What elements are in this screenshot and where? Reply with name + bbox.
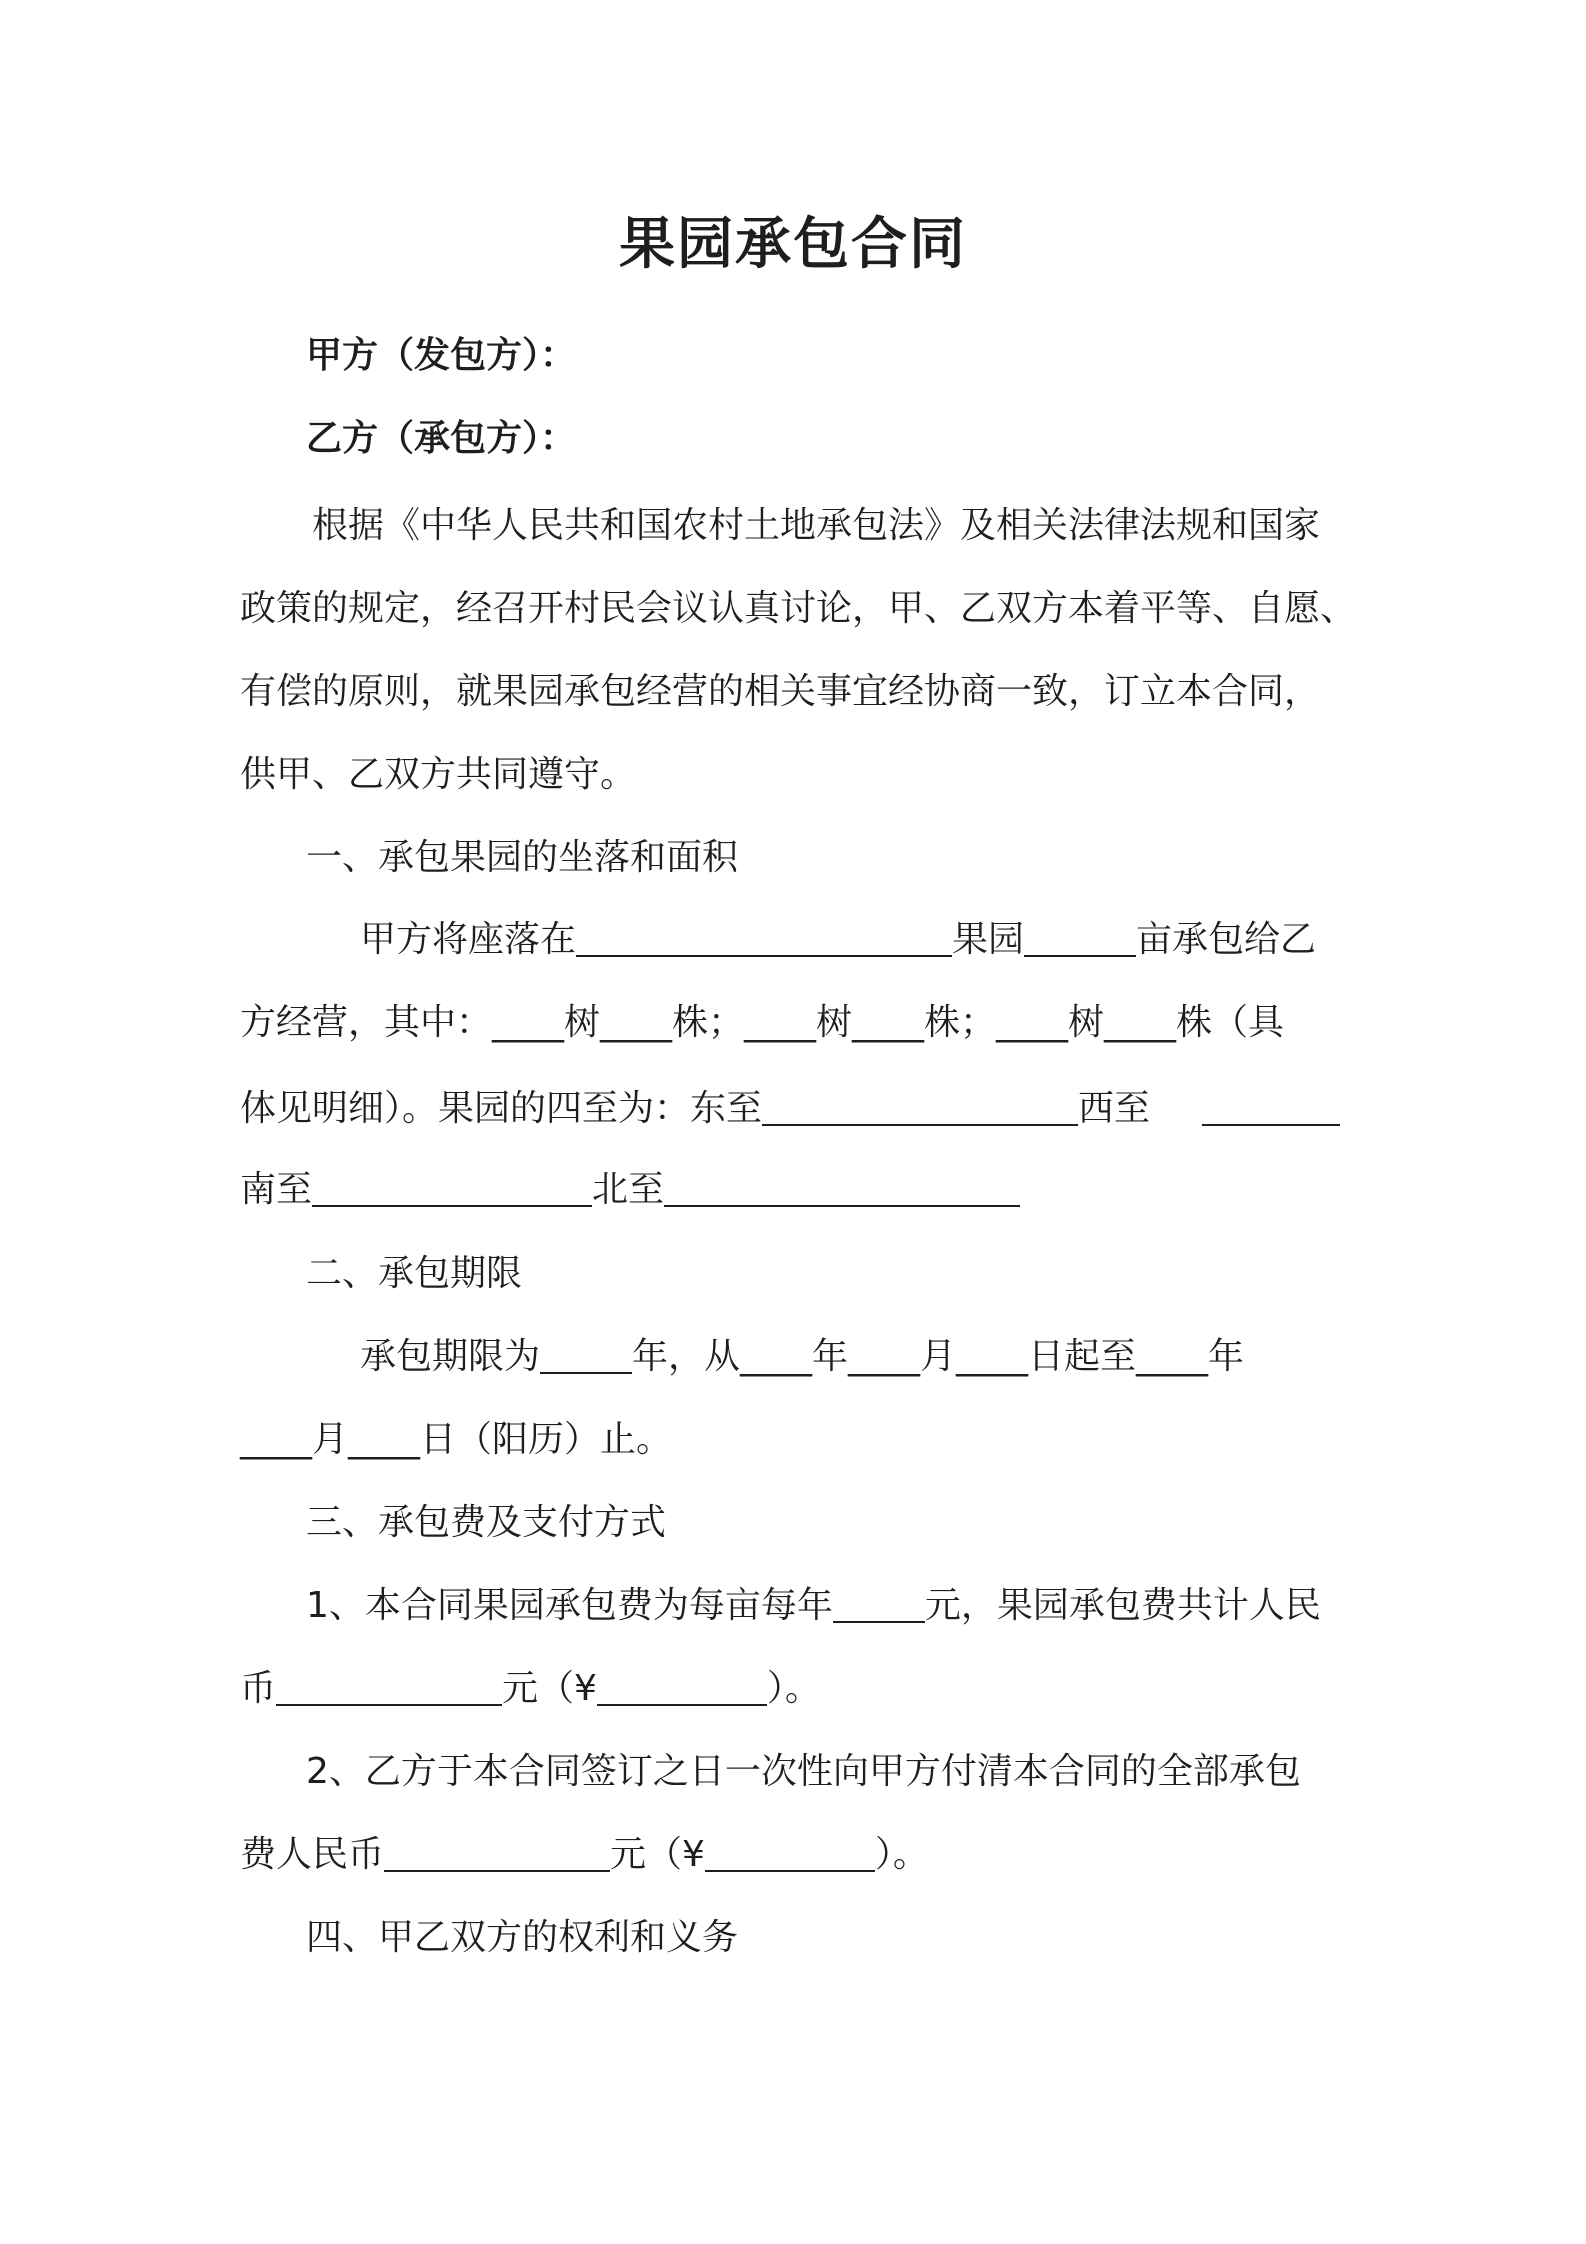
text-segment: 北至: [592, 1169, 665, 1210]
intro-line-3: 有偿的原则，就果园承包经营的相关事宜经协商一致，订立本合同，: [240, 671, 1321, 712]
text-segment: 年，从____年____月____日起至____年: [632, 1336, 1245, 1377]
text-segment: 体见明细）。果园的四至为：东至: [240, 1088, 763, 1129]
section-3-para-2-line-1: 2、乙方于本合同签订之日一次性向甲方付清本合同的全部承包: [306, 1751, 1301, 1792]
blank-area: [1024, 915, 1136, 957]
intro-line-2: 政策的规定，经召开村民会议认真讨论，甲、乙双方本着平等、自愿、: [240, 588, 1357, 629]
blank-paid-fee: [384, 1830, 610, 1872]
text-segment: 1、本合同果园承包费为每亩每年: [306, 1585, 833, 1626]
intro-line-1: 根据《中华人民共和国农村土地承包法》及相关法律法规和国家: [312, 505, 1321, 546]
blank-paid-fee-figure: [705, 1830, 875, 1872]
section-2-line-1: [360, 1331, 1470, 1383]
text-segment: ）。: [766, 1668, 821, 1709]
text-segment: 亩承包给乙: [1136, 919, 1317, 960]
section-3-para-2-line-2: [240, 1829, 1350, 1881]
blank-term-years: [540, 1332, 632, 1374]
section-3-para-1-line-1: [306, 1580, 1416, 1632]
section-2-line-2: ____月____日（阳历）止。: [240, 1419, 673, 1460]
text-segment: 元（¥: [502, 1668, 597, 1709]
text-segment: ）。: [874, 1834, 929, 1875]
party-b-label: 乙方（承包方）：: [306, 418, 577, 459]
blank-east-boundary: [762, 1084, 1078, 1126]
section-1-line-1: [360, 914, 1470, 966]
section-1-line-3: [240, 1083, 1350, 1135]
section-3-heading: 三、承包费及支付方式: [306, 1502, 667, 1543]
text-segment: 费人民币: [240, 1834, 385, 1875]
text-segment: 元，果园承包费共计人民: [924, 1585, 1321, 1626]
party-a-label: 甲方（发包方）：: [306, 335, 577, 376]
section-1-line-4: [240, 1164, 1350, 1216]
section-3-para-1-line-2: [240, 1663, 1350, 1715]
text-segment: 甲方将座落在: [360, 919, 577, 960]
section-1-heading: 一、承包果园的坐落和面积: [306, 837, 739, 878]
document-title: 果园承包合同: [619, 212, 967, 277]
text-segment: 西至: [1078, 1088, 1151, 1129]
section-1-line-2: 方经营，其中：____树____株；____树____株；____树____株（具: [240, 1002, 1285, 1043]
text-segment: 果园: [952, 919, 1025, 960]
text-segment: 南至: [240, 1169, 313, 1210]
blank-location: [576, 915, 952, 957]
blank-west-boundary: [1202, 1084, 1340, 1126]
section-2-heading: 二、承包期限: [306, 1253, 523, 1294]
blank-total-fee: [276, 1664, 502, 1706]
blank-total-fee-figure: [597, 1664, 767, 1706]
blank-south-boundary: [312, 1165, 592, 1207]
section-4-heading: 四、甲乙双方的权利和义务: [306, 1917, 739, 1958]
blank-fee-per-mu: [833, 1581, 925, 1623]
text-segment: 元（¥: [610, 1834, 705, 1875]
blank-north-boundary: [664, 1165, 1020, 1207]
text-segment: 承包期限为: [360, 1336, 541, 1377]
intro-line-4: 供甲、乙双方共同遵守。: [240, 754, 637, 795]
text-segment: 币: [240, 1668, 277, 1709]
